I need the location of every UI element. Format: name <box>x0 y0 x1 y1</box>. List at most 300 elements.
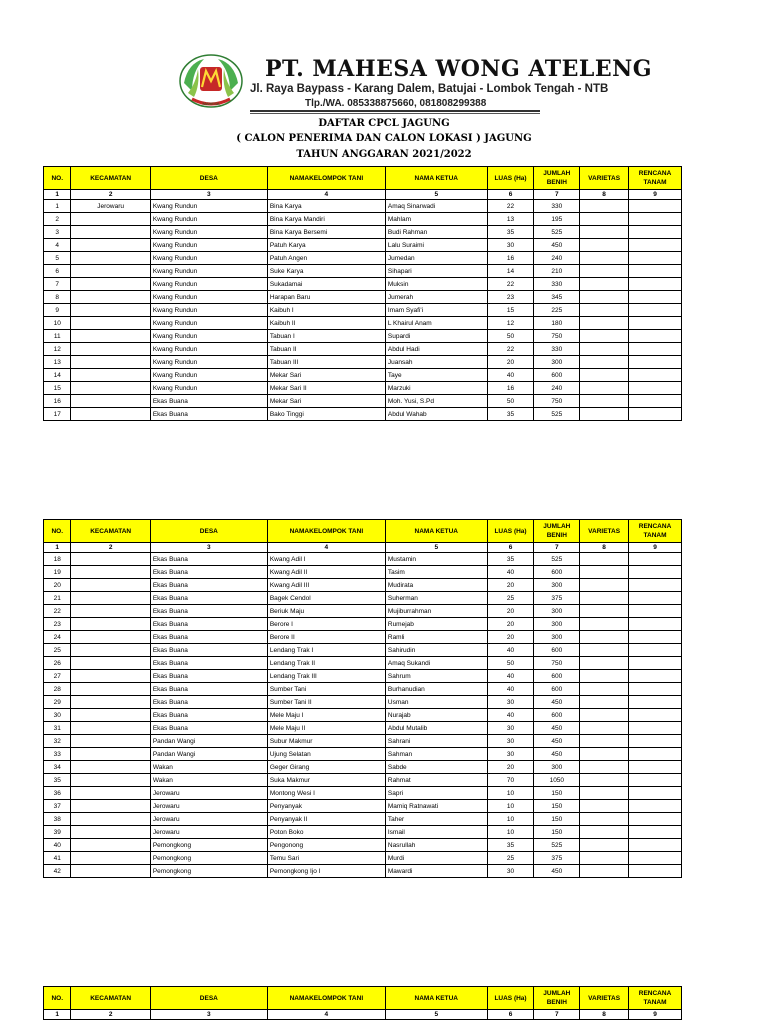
col-nama-ketua-cell: Juansah <box>385 356 487 369</box>
col-nama-ketua-cell: Sahrum <box>385 670 487 683</box>
company-phone: Tlp./WA. 085338875660, 081808299388 <box>305 98 487 109</box>
column-number-row <box>44 543 682 553</box>
col-desa-cell: Pemongkong <box>150 839 267 852</box>
col-luas-cell: 20 <box>487 356 534 369</box>
col-jumlah-benih-cell: 750 <box>534 657 580 670</box>
col-varietas-cell <box>580 265 629 278</box>
col-luas-cell: 30 <box>487 696 534 709</box>
col-kecamatan-cell <box>71 252 150 265</box>
col-luas-cell: 20 <box>487 631 534 644</box>
col-desa-cell: Ekas Buana <box>150 657 267 670</box>
col-kecamatan-cell <box>71 826 150 839</box>
col-kecamatan-cell <box>71 408 150 421</box>
col-kecamatan-cell <box>71 330 150 343</box>
doc-year: TAHUN ANGGARAN 2021/2022 <box>296 149 472 160</box>
col-kecamatan-cell <box>71 605 150 618</box>
col-varietas-cell <box>580 200 629 213</box>
col-rencana-tanam-cell <box>629 226 682 239</box>
table-row <box>44 761 682 774</box>
col-luas-cell: 50 <box>487 330 534 343</box>
col-nama-ketua-cell: Usman <box>385 696 487 709</box>
col-desa-cell: Kwang Rundun <box>150 330 267 343</box>
table-row <box>44 553 682 566</box>
col-jumlah-benih-cell: 525 <box>534 408 580 421</box>
col-kecamatan-cell <box>71 278 150 291</box>
col-rencana-tanam-cell <box>629 618 682 631</box>
col-varietas-cell <box>580 226 629 239</box>
doc-subtitle: ( CALON PENERIMA DAN CALON LOKASI ) JAGUNG <box>236 133 532 144</box>
col-varietas-cell <box>580 291 629 304</box>
col-varietas-cell <box>580 670 629 683</box>
col-desa-cell: Ekas Buana <box>150 631 267 644</box>
col-desa-cell: Pemongkong <box>150 865 267 878</box>
col-nama-ketua-cell: Amaq Sukandi <box>385 657 487 670</box>
col-no-cell: 33 <box>44 748 71 761</box>
col-nama-ketua-cell: Mamiq Ratnawati <box>385 800 487 813</box>
col-kelompok-tani-cell: Tabuan III <box>267 356 385 369</box>
col-nama-ketua-cell: Taher <box>385 813 487 826</box>
col-kecamatan-cell <box>71 566 150 579</box>
col-rencana-tanam-cell <box>629 395 682 408</box>
col-kecamatan-cell <box>71 356 150 369</box>
table-row <box>44 291 682 304</box>
col-no-cell: 19 <box>44 566 71 579</box>
col-no-cell: 20 <box>44 579 71 592</box>
table-row <box>44 657 682 670</box>
col-varietas-cell <box>580 774 629 787</box>
col-rencana-tanam-cell <box>629 826 682 839</box>
col-varietas-cell <box>580 722 629 735</box>
col-jumlah-benih-cell: 750 <box>534 330 580 343</box>
col-desa-cell: Pandan Wangi <box>150 735 267 748</box>
col-no-cell: 42 <box>44 865 71 878</box>
col-kecamatan-cell <box>71 748 150 761</box>
col-varietas-cell <box>580 748 629 761</box>
col-kecamatan-cell <box>71 213 150 226</box>
col-no-cell: 14 <box>44 369 71 382</box>
col-nama-ketua-cell: Mustamin <box>385 553 487 566</box>
col-no-cell: 28 <box>44 683 71 696</box>
col-desa-cell: Kwang Rundun <box>150 226 267 239</box>
col-rencana-tanam-cell <box>629 683 682 696</box>
table-row <box>44 239 682 252</box>
col-jumlah-benih-cell: 300 <box>534 761 580 774</box>
col-nama-ketua-cell: Imam Syafi'i <box>385 304 487 317</box>
col-kelompok-tani-cell: Mele Maju I <box>267 709 385 722</box>
col-no-cell: 32 <box>44 735 71 748</box>
column-number-row <box>44 1010 682 1020</box>
col-rencana-tanam-cell <box>629 631 682 644</box>
col-nama-ketua-cell: Mujiburrahman <box>385 605 487 618</box>
column-number: 9 <box>629 543 682 553</box>
col-kelompok-tani-cell: Kaibuh I <box>267 304 385 317</box>
col-varietas-cell <box>580 592 629 605</box>
header-col-no: NO. <box>44 167 71 190</box>
col-luas-cell: 40 <box>487 670 534 683</box>
table-row <box>44 265 682 278</box>
col-desa-cell: Pemongkong <box>150 852 267 865</box>
header-col-nama-ketua: NAMA KETUA <box>385 987 487 1010</box>
col-no-cell: 24 <box>44 631 71 644</box>
col-nama-ketua-cell: Mahlam <box>385 213 487 226</box>
table-row <box>44 644 682 657</box>
col-kecamatan-cell <box>71 369 150 382</box>
col-luas-cell: 35 <box>487 408 534 421</box>
col-nama-ketua-cell: Lalu Suraimi <box>385 239 487 252</box>
col-kelompok-tani-cell: Pemongkong Ijo I <box>267 865 385 878</box>
col-kelompok-tani-cell: Beriuk Maju <box>267 605 385 618</box>
col-kelompok-tani-cell: Lendang Trak II <box>267 657 385 670</box>
col-desa-cell: Pandan Wangi <box>150 748 267 761</box>
col-jumlah-benih-cell: 240 <box>534 252 580 265</box>
col-rencana-tanam-cell <box>629 252 682 265</box>
header-col-varietas: VARIETAS <box>580 520 629 543</box>
col-kecamatan-cell <box>71 553 150 566</box>
header-col-nama-ketua: NAMA KETUA <box>385 520 487 543</box>
col-luas-cell: 30 <box>487 748 534 761</box>
col-rencana-tanam-cell <box>629 605 682 618</box>
table-row <box>44 330 682 343</box>
col-nama-ketua-cell: Murdi <box>385 852 487 865</box>
col-luas-cell: 35 <box>487 553 534 566</box>
col-desa-cell: Wakan <box>150 761 267 774</box>
col-kelompok-tani-cell: Kwang Adil III <box>267 579 385 592</box>
col-jumlah-benih-cell: 450 <box>534 722 580 735</box>
header-col-luas: LUAS (Ha) <box>487 987 534 1010</box>
col-no-cell: 13 <box>44 356 71 369</box>
table-row <box>44 800 682 813</box>
column-number: 6 <box>487 543 534 553</box>
header-rule <box>250 110 540 112</box>
col-rencana-tanam-cell <box>629 709 682 722</box>
table-row <box>44 722 682 735</box>
col-desa-cell: Kwang Rundun <box>150 200 267 213</box>
col-no-cell: 15 <box>44 382 71 395</box>
col-kelompok-tani-cell: Sumber Tani <box>267 683 385 696</box>
col-luas-cell: 50 <box>487 395 534 408</box>
col-kelompok-tani-cell: Ujung Selatan <box>267 748 385 761</box>
table-row <box>44 382 682 395</box>
col-no-cell: 11 <box>44 330 71 343</box>
table-row <box>44 813 682 826</box>
col-kelompok-tani-cell: Poton Boko <box>267 826 385 839</box>
col-kecamatan-cell <box>71 304 150 317</box>
col-rencana-tanam-cell <box>629 369 682 382</box>
col-luas-cell: 35 <box>487 839 534 852</box>
table-row <box>44 683 682 696</box>
table-row <box>44 408 682 421</box>
col-jumlah-benih-cell: 300 <box>534 356 580 369</box>
cpcl-table-2 <box>43 519 682 878</box>
col-jumlah-benih-cell: 375 <box>534 592 580 605</box>
col-jumlah-benih-cell: 450 <box>534 865 580 878</box>
col-desa-cell: Kwang Rundun <box>150 382 267 395</box>
col-desa-cell: Ekas Buana <box>150 683 267 696</box>
col-rencana-tanam-cell <box>629 800 682 813</box>
table-row <box>44 226 682 239</box>
col-jumlah-benih-cell: 450 <box>534 748 580 761</box>
col-no-cell: 41 <box>44 852 71 865</box>
col-jumlah-benih-cell: 150 <box>534 826 580 839</box>
col-luas-cell: 35 <box>487 226 534 239</box>
col-varietas-cell <box>580 865 629 878</box>
col-no-cell: 26 <box>44 657 71 670</box>
col-nama-ketua-cell: Burhanudian <box>385 683 487 696</box>
col-kelompok-tani-cell: Bina Karya <box>267 200 385 213</box>
col-kecamatan-cell: Jerowaru <box>71 200 150 213</box>
col-rencana-tanam-cell <box>629 865 682 878</box>
col-nama-ketua-cell: Sihapari <box>385 265 487 278</box>
col-no-cell: 8 <box>44 291 71 304</box>
column-number: 4 <box>267 543 385 553</box>
col-jumlah-benih-cell: 150 <box>534 800 580 813</box>
col-no-cell: 22 <box>44 605 71 618</box>
column-number: 1 <box>44 543 71 553</box>
table-row <box>44 213 682 226</box>
col-desa-cell: Ekas Buana <box>150 579 267 592</box>
table-row <box>44 618 682 631</box>
col-jumlah-benih-cell: 330 <box>534 278 580 291</box>
col-luas-cell: 20 <box>487 579 534 592</box>
column-number: 9 <box>629 1010 682 1020</box>
header-col-jumlah-benih: JUMLAH BENIH <box>534 987 580 1010</box>
col-kelompok-tani-cell: Tabuan I <box>267 330 385 343</box>
col-no-cell: 36 <box>44 787 71 800</box>
col-varietas-cell <box>580 343 629 356</box>
col-no-cell: 38 <box>44 813 71 826</box>
col-no-cell: 16 <box>44 395 71 408</box>
col-rencana-tanam-cell <box>629 200 682 213</box>
col-rencana-tanam-cell <box>629 761 682 774</box>
table-row <box>44 566 682 579</box>
col-jumlah-benih-cell: 375 <box>534 852 580 865</box>
col-desa-cell: Wakan <box>150 774 267 787</box>
col-nama-ketua-cell: Nasrullah <box>385 839 487 852</box>
table-row <box>44 696 682 709</box>
col-nama-ketua-cell: Abdul Wahab <box>385 408 487 421</box>
column-number: 3 <box>150 543 267 553</box>
col-varietas-cell <box>580 683 629 696</box>
col-kecamatan-cell <box>71 343 150 356</box>
table-row <box>44 343 682 356</box>
col-kelompok-tani-cell: Bina Karya Mandiri <box>267 213 385 226</box>
col-luas-cell: 30 <box>487 865 534 878</box>
col-no-cell: 2 <box>44 213 71 226</box>
col-rencana-tanam-cell <box>629 382 682 395</box>
header-col-rencana-tanam: RENCANA TANAM <box>629 987 682 1010</box>
col-nama-ketua-cell: Suherman <box>385 592 487 605</box>
col-rencana-tanam-cell <box>629 330 682 343</box>
col-luas-cell: 22 <box>487 200 534 213</box>
column-number: 7 <box>534 1010 580 1020</box>
col-varietas-cell <box>580 618 629 631</box>
col-kecamatan-cell <box>71 291 150 304</box>
header-col-jumlah-benih: JUMLAH BENIH <box>534 520 580 543</box>
col-kecamatan-cell <box>71 735 150 748</box>
col-desa-cell: Jerowaru <box>150 826 267 839</box>
col-rencana-tanam-cell <box>629 839 682 852</box>
col-luas-cell: 40 <box>487 683 534 696</box>
column-number: 5 <box>385 1010 487 1020</box>
col-nama-ketua-cell: Moh. Yusi, S.Pd <box>385 395 487 408</box>
column-number: 3 <box>150 190 267 200</box>
col-varietas-cell <box>580 213 629 226</box>
col-varietas-cell <box>580 278 629 291</box>
col-rencana-tanam-cell <box>629 343 682 356</box>
col-desa-cell: Kwang Rundun <box>150 239 267 252</box>
table-row <box>44 356 682 369</box>
col-kecamatan-cell <box>71 800 150 813</box>
letterhead <box>0 50 768 120</box>
col-kecamatan-cell <box>71 670 150 683</box>
col-jumlah-benih-cell: 600 <box>534 566 580 579</box>
col-varietas-cell <box>580 330 629 343</box>
col-varietas-cell <box>580 553 629 566</box>
header-rule-thin <box>250 113 540 114</box>
col-jumlah-benih-cell: 300 <box>534 605 580 618</box>
header-row <box>44 520 682 543</box>
col-kecamatan-cell <box>71 395 150 408</box>
table-row <box>44 631 682 644</box>
doc-title: DAFTAR CPCL JAGUNG <box>318 118 450 129</box>
col-nama-ketua-cell: Sahrani <box>385 735 487 748</box>
col-desa-cell: Kwang Rundun <box>150 265 267 278</box>
col-rencana-tanam-cell <box>629 278 682 291</box>
col-no-cell: 40 <box>44 839 71 852</box>
col-rencana-tanam-cell <box>629 239 682 252</box>
col-luas-cell: 12 <box>487 317 534 330</box>
col-rencana-tanam-cell <box>629 291 682 304</box>
table-row <box>44 839 682 852</box>
col-no-cell: 3 <box>44 226 71 239</box>
col-luas-cell: 20 <box>487 618 534 631</box>
col-no-cell: 6 <box>44 265 71 278</box>
column-number: 4 <box>267 190 385 200</box>
col-desa-cell: Kwang Rundun <box>150 304 267 317</box>
col-kelompok-tani-cell: Kwang Adil I <box>267 553 385 566</box>
col-kecamatan-cell <box>71 839 150 852</box>
col-luas-cell: 16 <box>487 252 534 265</box>
col-kelompok-tani-cell: Penyanyak <box>267 800 385 813</box>
col-kecamatan-cell <box>71 683 150 696</box>
col-rencana-tanam-cell <box>629 579 682 592</box>
column-number: 8 <box>580 543 629 553</box>
col-desa-cell: Ekas Buana <box>150 644 267 657</box>
col-kelompok-tani-cell: Subur Makmur <box>267 735 385 748</box>
col-jumlah-benih-cell: 195 <box>534 213 580 226</box>
company-address: Jl. Raya Baypass - Karang Dalem, Batujai - Lombok Tengah - NTB <box>250 83 609 95</box>
col-jumlah-benih-cell: 210 <box>534 265 580 278</box>
header-col-varietas: VARIETAS <box>580 167 629 190</box>
table-row <box>44 670 682 683</box>
col-nama-ketua-cell: Ismail <box>385 826 487 839</box>
col-no-cell: 30 <box>44 709 71 722</box>
header-col-desa: DESA <box>150 520 267 543</box>
cpcl-table-1 <box>43 166 682 421</box>
column-number: 5 <box>385 543 487 553</box>
col-varietas-cell <box>580 631 629 644</box>
logo-text: MAHESA <box>202 101 220 106</box>
col-varietas-cell <box>580 566 629 579</box>
col-desa-cell: Jerowaru <box>150 787 267 800</box>
col-nama-ketua-cell: Mawardi <box>385 865 487 878</box>
col-rencana-tanam-cell <box>629 592 682 605</box>
col-desa-cell: Ekas Buana <box>150 395 267 408</box>
col-nama-ketua-cell: Abdul Hadi <box>385 343 487 356</box>
col-luas-cell: 40 <box>487 369 534 382</box>
col-desa-cell: Ekas Buana <box>150 722 267 735</box>
table-row <box>44 592 682 605</box>
col-varietas-cell <box>580 709 629 722</box>
col-jumlah-benih-cell: 300 <box>534 618 580 631</box>
header-col-kelompok-tani: NAMAKELOMPOK TANI <box>267 987 385 1010</box>
col-luas-cell: 10 <box>487 800 534 813</box>
column-number: 3 <box>150 1010 267 1020</box>
col-luas-cell: 20 <box>487 761 534 774</box>
col-kecamatan-cell <box>71 787 150 800</box>
col-varietas-cell <box>580 395 629 408</box>
col-kelompok-tani-cell: Kaibuh II <box>267 317 385 330</box>
col-desa-cell: Kwang Rundun <box>150 317 267 330</box>
column-number: 5 <box>385 190 487 200</box>
header-row <box>44 167 682 190</box>
col-kecamatan-cell <box>71 592 150 605</box>
header-col-no: NO. <box>44 987 71 1010</box>
header-col-luas: LUAS (Ha) <box>487 520 534 543</box>
col-jumlah-benih-cell: 525 <box>534 839 580 852</box>
col-rencana-tanam-cell <box>629 748 682 761</box>
column-number: 1 <box>44 1010 71 1020</box>
col-rencana-tanam-cell <box>629 735 682 748</box>
col-nama-ketua-cell: Abdul Mutalib <box>385 722 487 735</box>
col-nama-ketua-cell: Nurajab <box>385 709 487 722</box>
header-col-rencana-tanam: RENCANA TANAM <box>629 167 682 190</box>
column-number-row <box>44 190 682 200</box>
col-varietas-cell <box>580 382 629 395</box>
col-jumlah-benih-cell: 150 <box>534 813 580 826</box>
col-varietas-cell <box>580 852 629 865</box>
col-no-cell: 25 <box>44 644 71 657</box>
table-row <box>44 748 682 761</box>
col-desa-cell: Ekas Buana <box>150 566 267 579</box>
col-kelompok-tani-cell: Lendang Trak III <box>267 670 385 683</box>
col-varietas-cell <box>580 369 629 382</box>
header-col-jumlah-benih: JUMLAH BENIH <box>534 167 580 190</box>
table-row <box>44 709 682 722</box>
column-number: 8 <box>580 190 629 200</box>
header-col-no: NO. <box>44 520 71 543</box>
table-row <box>44 200 682 213</box>
column-number: 7 <box>534 190 580 200</box>
col-jumlah-benih-cell: 600 <box>534 683 580 696</box>
table-row <box>44 865 682 878</box>
table-row <box>44 317 682 330</box>
col-desa-cell: Kwang Rundun <box>150 356 267 369</box>
col-rencana-tanam-cell <box>629 657 682 670</box>
col-luas-cell: 25 <box>487 852 534 865</box>
table-row <box>44 304 682 317</box>
column-number: 6 <box>487 190 534 200</box>
col-desa-cell: Ekas Buana <box>150 696 267 709</box>
col-luas-cell: 23 <box>487 291 534 304</box>
col-varietas-cell <box>580 304 629 317</box>
col-jumlah-benih-cell: 600 <box>534 670 580 683</box>
header-row <box>44 987 682 1010</box>
col-jumlah-benih-cell: 330 <box>534 200 580 213</box>
column-number: 4 <box>267 1010 385 1020</box>
col-nama-ketua-cell: Rahmat <box>385 774 487 787</box>
col-jumlah-benih-cell: 300 <box>534 579 580 592</box>
